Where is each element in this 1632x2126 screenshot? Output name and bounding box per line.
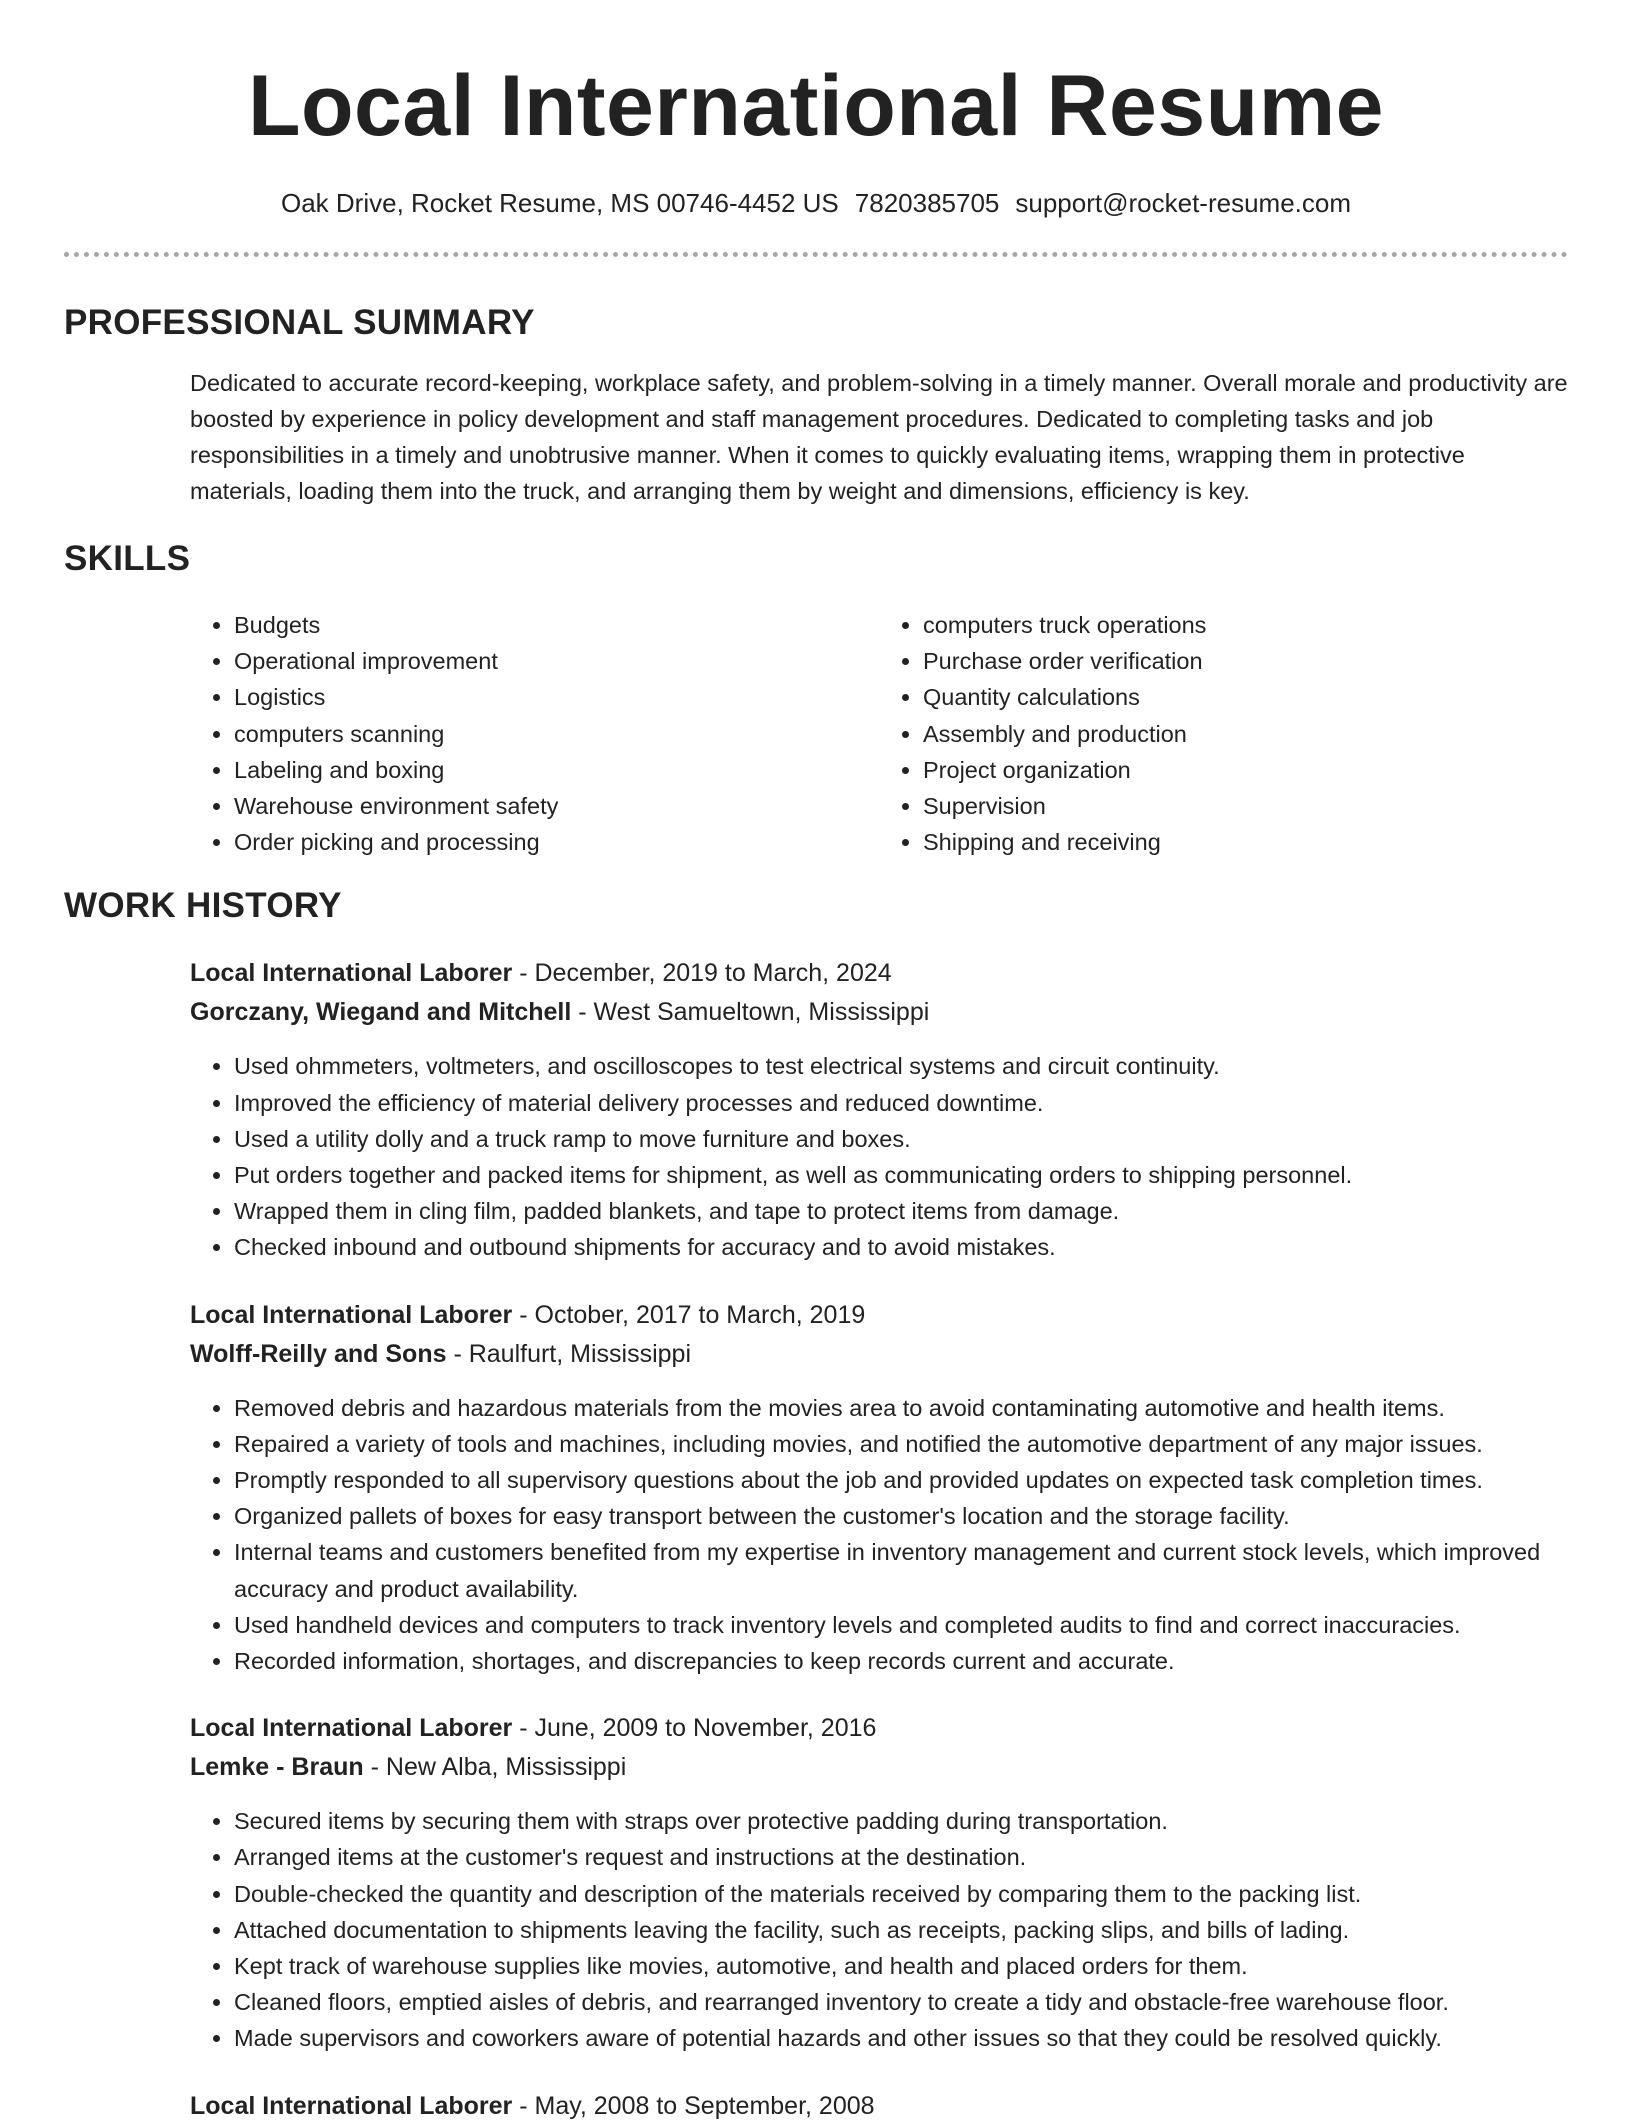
resume-title: Local International Resume (247, 58, 1385, 154)
skill-item: • Shipping and receiving (923, 824, 1568, 860)
skill-item: • Order picking and processing (234, 824, 879, 860)
skill-item: • Assembly and production (923, 716, 1568, 752)
job-bullets (190, 1048, 1568, 1265)
job-bullets (190, 1390, 1568, 1680)
job-dates: - June, 2009 to November, 2016 (512, 1714, 877, 1743)
skills-list (190, 607, 1568, 860)
job-bullet: • Arranged items at the customer's request and instructions at the destination. (234, 1839, 1568, 1875)
summary-text: Dedicated to accurate record-keeping, workplace safety, and problem-solving in a timely manner. Overall morale and productivity are boosted by experience in policy development and staff management procedures. Dedicated to completing tasks and job responsibilities in a timely and unobtrusive manner. When it comes to quickly evaluating items, wrapping them in protective materials, loading them into the truck, and arranging them by weight and dimensions, efficiency is key. (190, 370, 1568, 504)
job-bullet: • Put orders together and packed items for shipment, as well as communicating orders to shipping personnel. (234, 1157, 1568, 1193)
contact-line (64, 186, 1568, 220)
job-bullet: • Used ohmmeters, voltmeters, and oscilloscopes to test electrical systems and circuit continuity. (234, 1048, 1568, 1084)
skills-column-left (190, 607, 879, 860)
contact-phone: 7820385705 (854, 188, 1000, 218)
skill-item: • Labeling and boxing (234, 752, 879, 788)
job-company-line (190, 993, 1568, 1032)
job-location: - West Samueltown, Mississippi (571, 998, 930, 1027)
job-role: Local International Laborer (190, 959, 513, 988)
job-bullets (190, 1803, 1568, 2056)
job-role: Local International Laborer (190, 2091, 513, 2120)
section-title-work-history: WORK HISTORY (64, 886, 342, 926)
job-bullet: • Used handheld devices and computers to track inventory levels and completed audits to find and correct inaccuracies. (234, 1607, 1568, 1643)
job-bullet: • Improved the efficiency of material delivery processes and reduced downtime. (234, 1085, 1568, 1121)
job-title-line (190, 1296, 1568, 1335)
skill-item: • Budgets (234, 607, 879, 643)
skill-item: • computers truck operations (923, 607, 1568, 643)
job-bullet: • Kept track of warehouse supplies like movies, automotive, and health and placed orders for them. (234, 1948, 1568, 1984)
job-bullet: • Attached documentation to shipments leaving the facility, such as receipts, packing slips, and bills of lading. (234, 1912, 1568, 1948)
header-divider (64, 252, 1568, 257)
job-company-line (190, 1748, 1568, 1787)
job-bullet: • Organized pallets of boxes for easy transport between the customer's location and the storage facility. (234, 1498, 1568, 1534)
job-bullet: • Internal teams and customers benefited from my expertise in inventory management and current stock levels, which improved accuracy and product availability. (234, 1534, 1568, 1606)
job-title-line (190, 1709, 1568, 1748)
job-bullet: • Recorded information, shortages, and discrepancies to keep records current and accurate. (234, 1643, 1568, 1679)
job-entry (190, 1709, 1568, 2056)
job-bullet: • Secured items by securing them with straps over protective padding during transportation. (234, 1803, 1568, 1839)
job-entry (190, 2087, 1568, 2126)
job-company: Lemke - Braun (190, 1753, 364, 1782)
job-role: Local International Laborer (190, 1714, 513, 1743)
job-bullet: • Wrapped them in cling film, padded blankets, and tape to protect items from damage. (234, 1193, 1568, 1229)
job-company: Wolff-Reilly and Sons (190, 1339, 447, 1368)
job-bullet: • Cleaned floors, emptied aisles of debris, and rearranged inventory to create a tidy and obstacle-free warehouse floor. (234, 1984, 1568, 2020)
job-title-line (190, 954, 1568, 993)
job-bullet: • Removed debris and hazardous materials from the movies area to avoid contaminating automotive and health items. (234, 1390, 1568, 1426)
job-location: - Raulfurt, Mississippi (446, 1339, 691, 1368)
job-dates: - May, 2008 to September, 2008 (512, 2091, 875, 2120)
job-bullet: • Promptly responded to all supervisory questions about the job and provided updates on expected task completion times. (234, 1462, 1568, 1498)
job-bullet: • Repaired a variety of tools and machines, including movies, and notified the automotive department of any major issues. (234, 1426, 1568, 1462)
skill-item: • Warehouse environment safety (234, 788, 879, 824)
skill-item: • Purchase order verification (923, 643, 1568, 679)
skill-item: • Supervision (923, 788, 1568, 824)
job-entry (190, 954, 1568, 1265)
contact-address: Oak Drive, Rocket Resume, MS 00746-4452 US (280, 188, 839, 218)
skill-item: • Project organization (923, 752, 1568, 788)
job-company: Gorczany, Wiegand and Mitchell (190, 998, 572, 1027)
skills-column-right (879, 607, 1568, 860)
job-bullet: • Checked inbound and outbound shipments for accuracy and to avoid mistakes. (234, 1229, 1568, 1265)
job-company-line (190, 1335, 1568, 1374)
skill-item: • Logistics (234, 679, 879, 715)
job-entry (190, 1296, 1568, 1680)
section-title-skills: SKILLS (64, 539, 191, 578)
job-bullet: • Double-checked the quantity and description of the materials received by comparing them to the packing list. (234, 1876, 1568, 1912)
job-bullet: • Used a utility dolly and a truck ramp to move furniture and boxes. (234, 1121, 1568, 1157)
job-role: Local International Laborer (190, 1300, 513, 1329)
resume-page (64, 0, 1568, 2126)
skill-item: • Quantity calculations (923, 679, 1568, 715)
job-location: - New Alba, Mississippi (363, 1753, 627, 1782)
contact-email: support@rocket-resume.com (1015, 188, 1352, 218)
job-dates: - October, 2017 to March, 2019 (512, 1300, 866, 1329)
job-bullet: • Made supervisors and coworkers aware of potential hazards and other issues so that they could be resolved quickly. (234, 2020, 1568, 2056)
job-title-line (190, 2087, 1568, 2126)
section-title-summary: PROFESSIONAL SUMMARY (64, 303, 535, 342)
skill-item: • computers scanning (234, 716, 879, 752)
job-dates: - December, 2019 to March, 2024 (512, 959, 892, 988)
skill-item: • Operational improvement (234, 643, 879, 679)
